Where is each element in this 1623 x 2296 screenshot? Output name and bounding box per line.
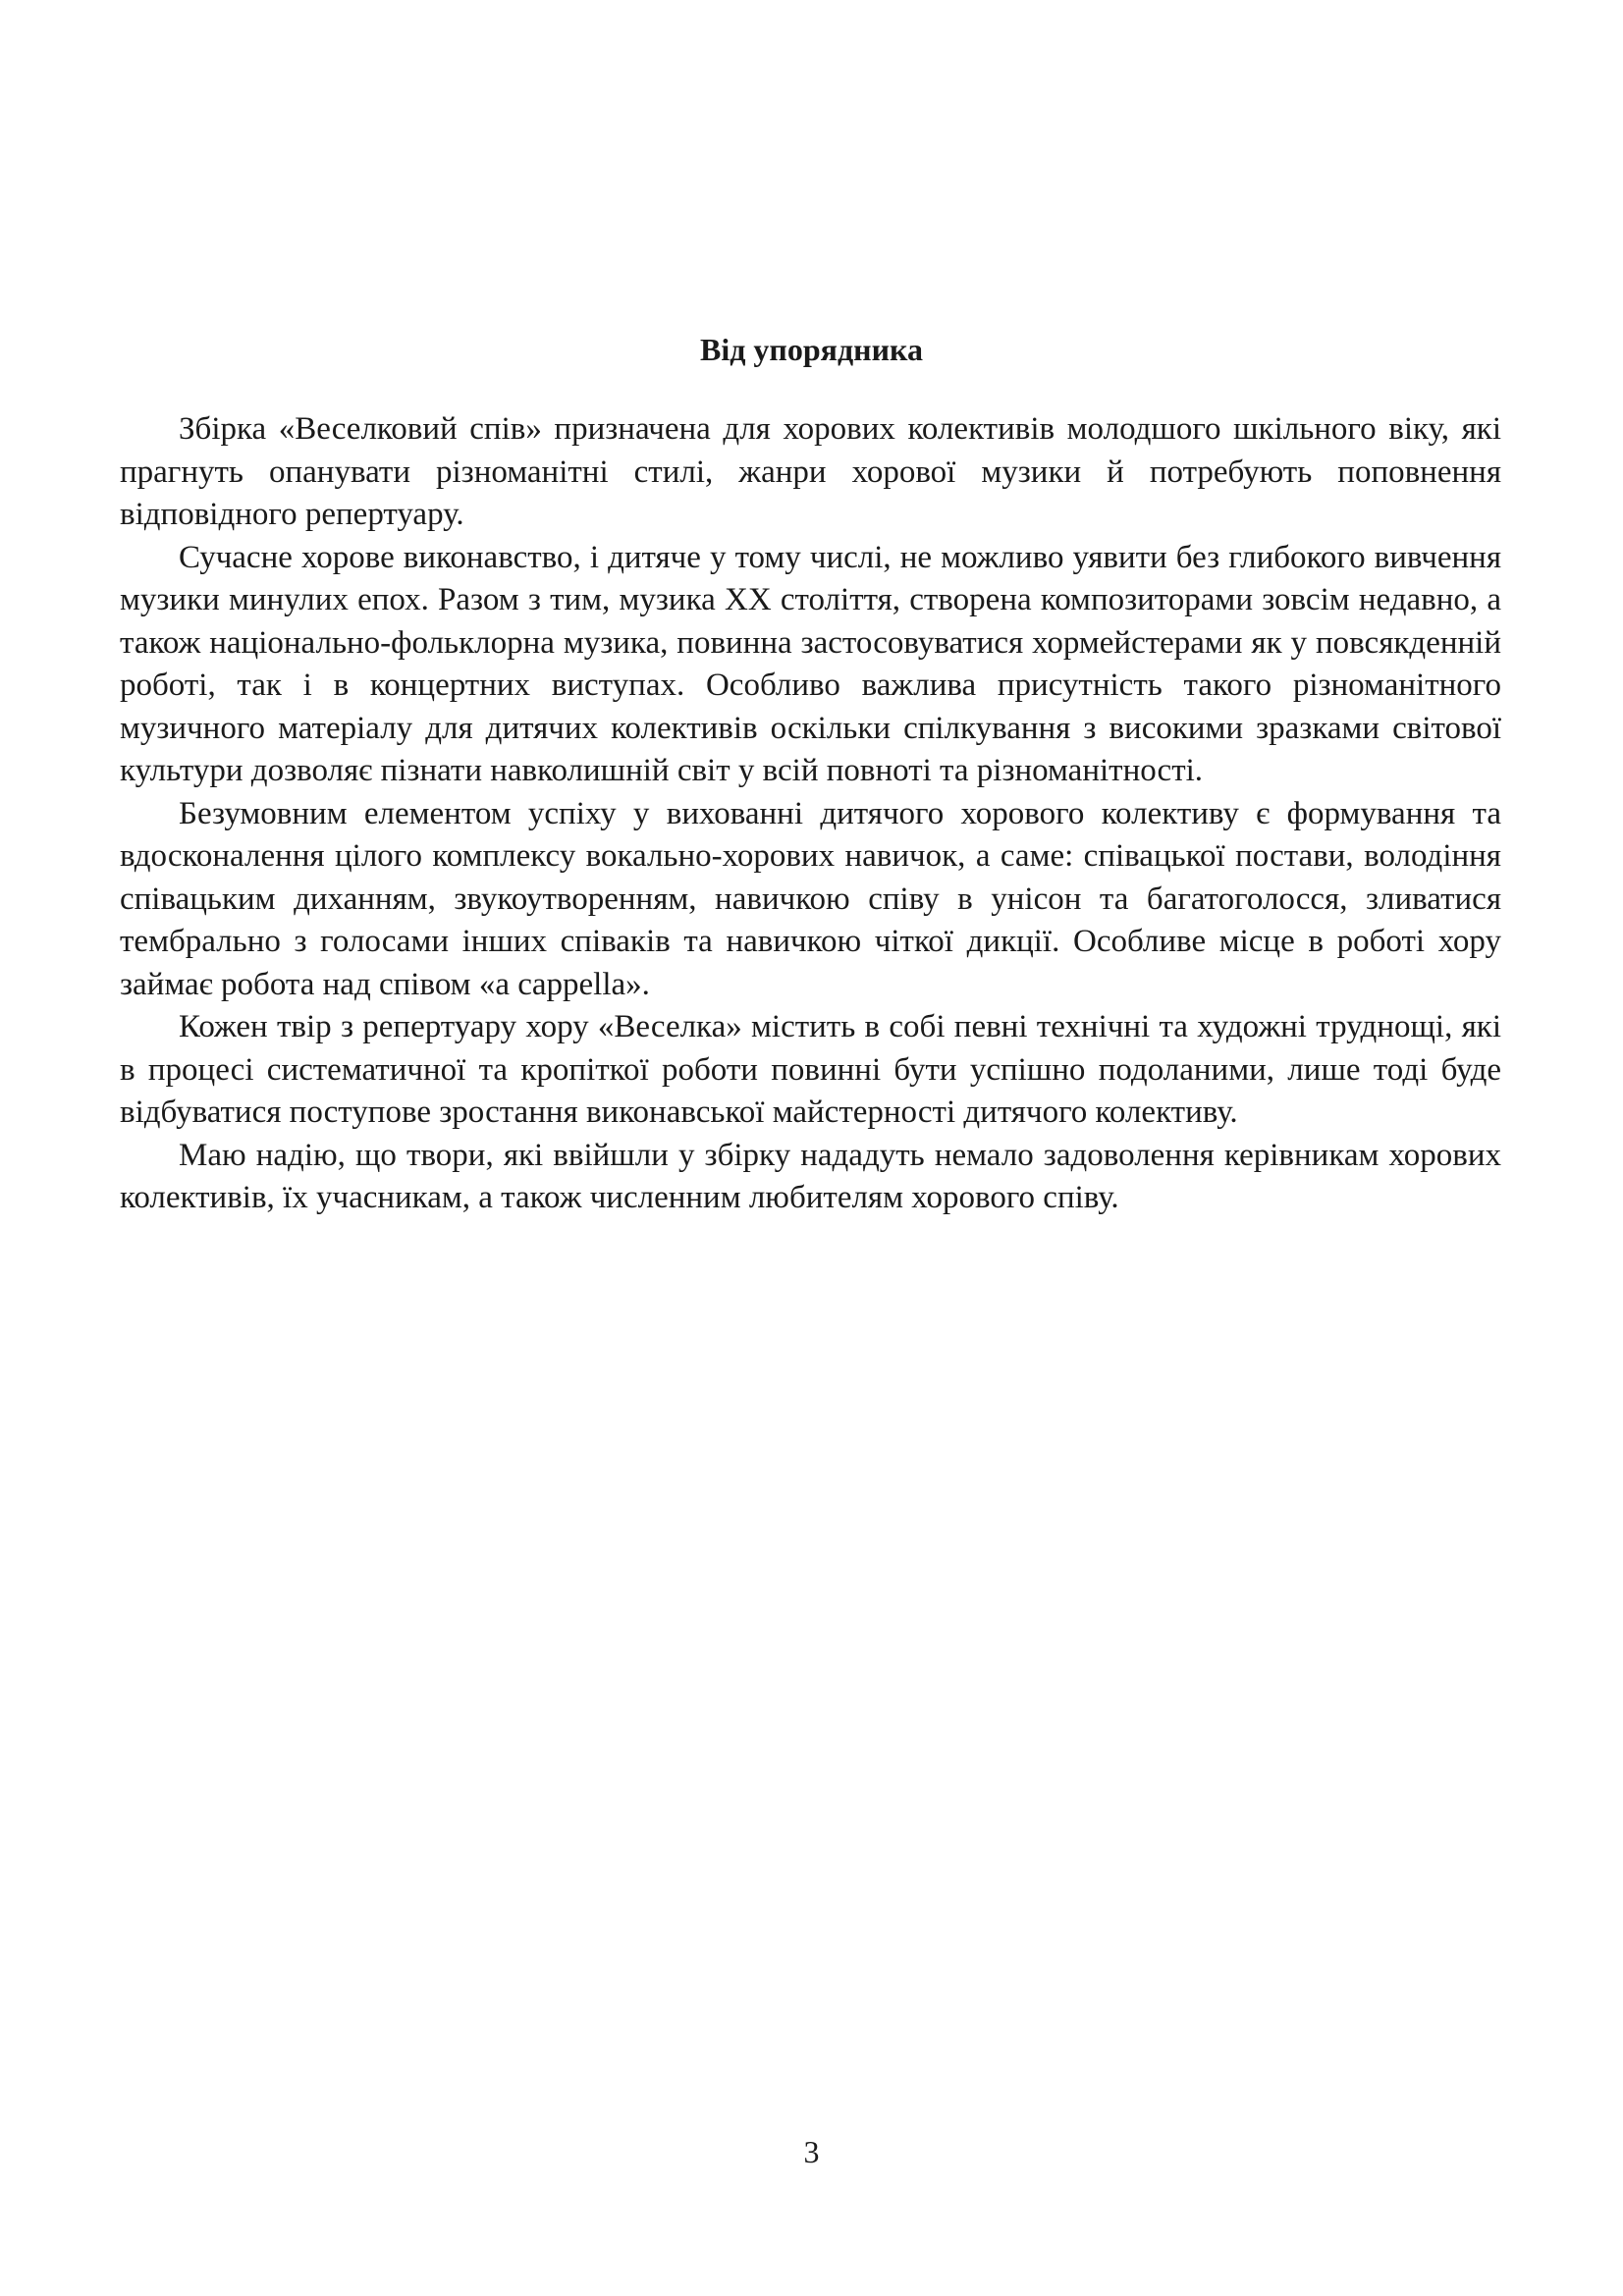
paragraph-3: Безумовним елементом успіху у вихованні дитячого хорового колективу є формування та вдосконалення цілого комплексу вокально-хорових навичок, а саме: співацької постави, володіння співацьким диханням, звукоутворенням, навичкою співу в унісон та багатоголосся, зливатися тембрально з голосами інших співаків та навичкою чіткої дикції. Особливе місце в роботі хору займає робота над співом «a cappella». bbox=[120, 795, 1501, 1002]
page-number: 3 bbox=[803, 2134, 820, 2169]
paragraph-5: Маю надію, що твори, які ввійшли у збірку нададуть немало задоволення керівникам хорових колективів, їх учасникам, а також численним любителям хорового співу. bbox=[120, 1137, 1501, 1215]
paragraph-1: Збірка «Веселковий спів» призначена для хорових колективів молодшого шкільного віку, які прагнуть опанувати різноманітні стилі, жанри хорової музики й потребують поповнення відповідного репертуару. bbox=[120, 411, 1501, 532]
page-title: Від упорядника bbox=[700, 332, 923, 367]
paragraph-2: Сучасне хорове виконавство, і дитяче у тому числі, не можливо уявити без глибокого вивчення музики минулих епох. Разом з тим, музика ХХ століття, створена композиторами зовсім недавно, а також національно-фольклорна музика, повинна застосовуватися хормейстерами як у повсякденній роботі, так і в концертних виступах. Особливо важлива присутність такого різноманітного музичного матеріалу для дитячих колективів оскільки спілкування з високими зразками світової культури дозволяє пізнати навколишній світ у всій повноті та різноманітності. bbox=[120, 539, 1501, 788]
paragraph-4: Кожен твір з репертуару хору «Веселка» містить в собі певні технічні та художні труднощі, які в процесі систематичної та кропіткої роботи повинні бути успішно подоланими, лише тоді буде відбуватися поступове зростання виконавської майстерності дитячого колективу. bbox=[120, 1009, 1501, 1130]
body-text bbox=[120, 408, 1501, 1220]
